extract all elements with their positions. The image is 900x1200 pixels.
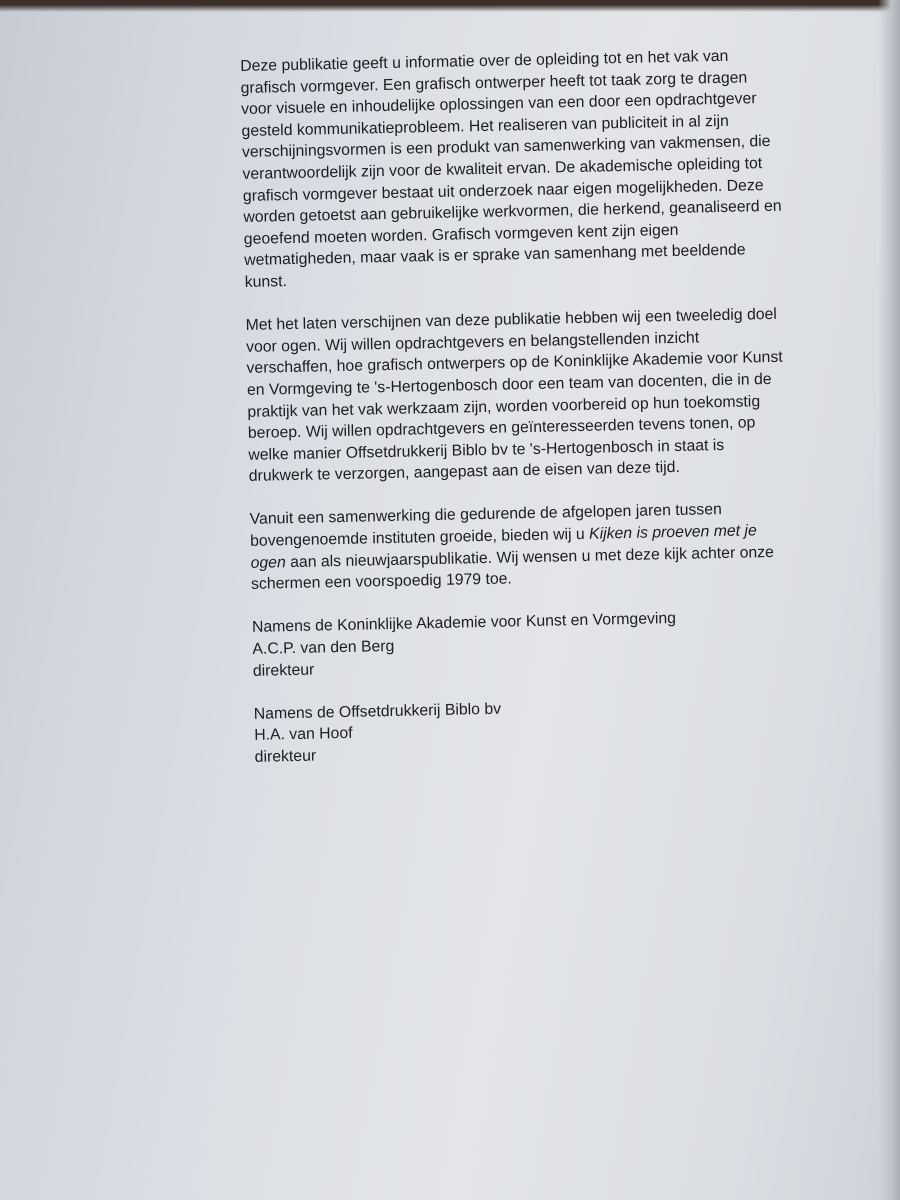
text-line: grafisch vormgever. Een grafisch ontwerper heeft tot taak zorg te dragen <box>240 68 748 97</box>
text-line: en Vormgeving te 's-Hertogenbosch door een team van docenten, die in de <box>246 370 772 399</box>
text-line: beroep. Wij willen opdrachtgevers en geïnteresseerden tevens tonen, op <box>247 414 756 443</box>
text-line: Deze publikatie geeft u informatie over de opleiding tot en het vak van <box>240 47 729 75</box>
text-fragment: bovengenoemde instituten groeide, bieden wij u <box>249 525 590 550</box>
signature-role: direkteur <box>254 747 317 766</box>
text-line: Vanuit een samenwerking die gedurende de afgelopen jaren tussen <box>249 501 722 529</box>
text-line: welke manier Offsetdrukkerij Biblo bv te 's-Hertogenbosch in staat is <box>248 436 725 464</box>
purpose-paragraph <box>245 303 848 488</box>
document-text <box>240 43 855 790</box>
text-line: praktijk van het vak werkzaam zijn, worden voorbereid op hun toekomstig <box>247 392 761 421</box>
signature-name: A.C.P. van den Berg <box>252 637 395 658</box>
text-line: verantwoordelijk zijn voor de kwaliteit ervan. De akademische opleiding tot <box>242 155 763 183</box>
text-line: wetmatigheden, maar vaak is er sprake van samenhang met beeldende <box>244 241 746 270</box>
signature-on-behalf: Namens de Offsetdrukkerij Biblo bv <box>253 700 502 723</box>
text-line: worden getoetst aan gebruikelijke werkvormen, die herkend, geanaliseerd en <box>243 197 782 227</box>
text-line: grafisch vormgever bestaat uit onderzoek naar eigen mogelijkheden. Deze <box>242 176 764 205</box>
signature-on-behalf: Namens de Koninklijke Akademie voor Kunst en Vormgeving <box>251 610 677 637</box>
text-line: geoefend moeten worden. Grafisch vormgeven kent zijn eigen <box>243 221 679 248</box>
signature-printer <box>254 691 855 768</box>
text-line: verschaffen, hoe grafisch ontwerpers op de Koninklijke Akademie voor Kunst <box>246 349 783 378</box>
text-line: verschijningsvormen is een produkt van samenwerking van vakmensen, die <box>241 133 771 162</box>
intro-paragraph <box>240 43 845 293</box>
signature-name: H.A. van Hoof <box>254 725 353 745</box>
text-line: kunst. <box>244 273 288 291</box>
text-line: drukwerk te verzorgen, aangepast aan de eisen van deze tijd. <box>248 459 681 486</box>
text-line: voor visuele en inhoudelijke oplossingen van een door een opdrachtgever <box>240 90 757 119</box>
page-right-edge <box>878 0 900 1200</box>
publication-title: ogen <box>250 553 286 572</box>
signature-academy <box>252 605 853 682</box>
text-line: gesteld kommunikatieprobleem. Het realiseren van publiciteit in al zijn <box>241 112 729 140</box>
signature-role: direkteur <box>252 661 315 680</box>
text-fragment: aan als nieuwjaarspublikatie. Wij wensen u met deze kijk achter onze <box>285 543 775 571</box>
text-line: schermen een voorspoedig 1979 toe. <box>250 570 513 594</box>
publication-title: Kijken is proeven met je <box>588 522 757 543</box>
closing-paragraph <box>249 497 851 596</box>
text-line: Met het laten verschijnen van deze publikatie hebben wij een tweeledig doel <box>245 305 778 335</box>
page-top-edge <box>0 0 900 12</box>
text-line: voor ogen. Wij willen opdrachtgevers en belangstellenden inzicht <box>245 329 700 356</box>
